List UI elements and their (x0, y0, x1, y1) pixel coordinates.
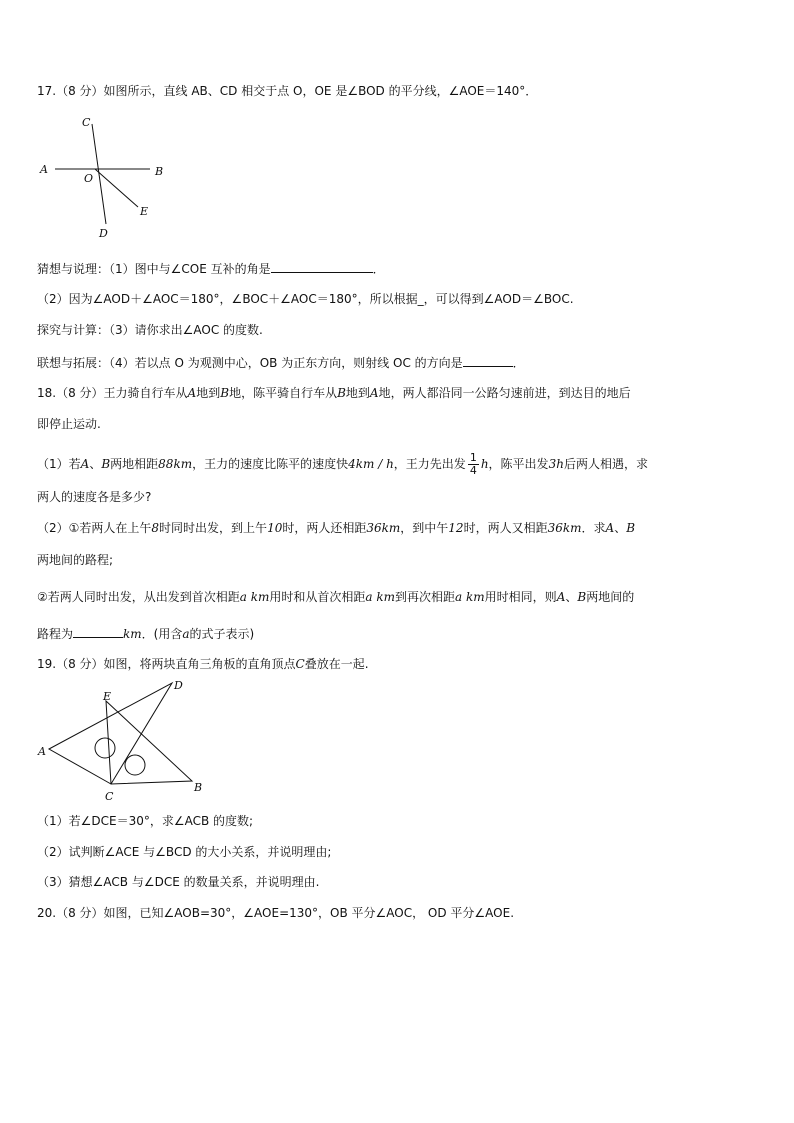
q19-part3: （3）猜想∠ACB 与∠DCE 的数量关系，并说明理由. (37, 875, 320, 889)
label-c: C (105, 790, 114, 803)
q18-stem: 18.（8 分）王力骑自行车从A地到B地，陈平骑自行车从B地到A地，两人都沿同一公路匀速前进，到达目的地后 (37, 386, 631, 400)
label-a: A (40, 163, 48, 176)
q18-stem-line2: 即停止运动. (37, 417, 101, 431)
q17-part1 (37, 260, 385, 277)
label-d: D (99, 227, 108, 240)
label-b: B (155, 165, 164, 178)
hole-circle-1 (95, 738, 115, 758)
label-o: O (84, 172, 94, 185)
q17-part1-end: ． (372, 262, 385, 276)
q17-part1-text: 猜想与说理：（1）图中与∠COE 互补的角是 (37, 262, 271, 276)
hole-circle-2 (125, 755, 145, 775)
q19-figure (36, 678, 216, 803)
q18-part1-line2: 两人的速度各是多少? (37, 490, 152, 504)
label-a: A (38, 745, 46, 758)
fraction-one-quarter: $\frac{1}{4}$ (469, 451, 477, 477)
q18-part1: （1）若A、B两地相距88km，王力的速度比陈平的速度快4km / h，王力先出发 $\frac{1}{4}$ h，陈平出发3h后两人相遇，求 (37, 451, 648, 477)
q19-part2: （2）试判断∠ACE 与∠BCD 的大小关系，并说明理由; (37, 845, 332, 859)
label-b: B (194, 781, 203, 794)
q20-stem: 20.（8 分）如图，已知∠AOB=30°，∠AOE=130°，OB 平分∠AOC， OD 平分∠AOE. (37, 906, 515, 920)
q18-part3: ②若两人同时出发，从出发到首次相距a km用时和从首次相距a km到再次相距a km用时相同，则A、B两地间的 (37, 590, 635, 604)
q19-part1: （1）若∠DCE＝30°，求∠ACB 的度数; (37, 814, 254, 828)
q18-part2: （2）①若两人在上午8时同时出发，到上午10时，两人还相距36km，到中午12时，两人又相距36km．求A、B (37, 521, 636, 535)
label-c: C (82, 116, 91, 129)
q18-part2-line2: 两地间的路程; (37, 553, 114, 567)
q18-answer-blank[interactable] (73, 625, 123, 638)
q17-part4-end: ． (512, 356, 525, 370)
line-cd (92, 124, 106, 224)
q17-part2: （2）因为∠AOD＋∠AOC＝180°，∠BOC＋∠AOC＝180°，所以根据_，可以得到∠AOD＝∠BOC. (37, 292, 574, 306)
q17-part3: 探究与计算：（3）请你求出∠AOC 的度数. (37, 323, 263, 337)
q17-answer-blank-4[interactable] (463, 354, 513, 367)
q17-answer-blank-1[interactable] (271, 260, 373, 273)
q17-stem: 17.（8 分）如图所示，直线 AB、CD 相交于点 O，OE 是∠BOD 的平分线，∠AOE＝140°． (37, 84, 538, 98)
q17-figure (38, 112, 178, 242)
q17-part4-text: 联想与拓展：（4）若以点 O 为观测中心，OB 为正东方向，则射线 OC 的方向是 (37, 356, 463, 370)
label-e: E (140, 205, 149, 218)
q19-stem: 19.（8 分）如图，将两块直角三角板的直角顶点C叠放在一起. (37, 657, 369, 671)
label-d: D (174, 679, 183, 692)
q18-part3-line2: 路程为 km．(用含a的式子表示) (37, 627, 255, 641)
label-e: E (103, 690, 112, 703)
q17-part4 (37, 354, 525, 371)
